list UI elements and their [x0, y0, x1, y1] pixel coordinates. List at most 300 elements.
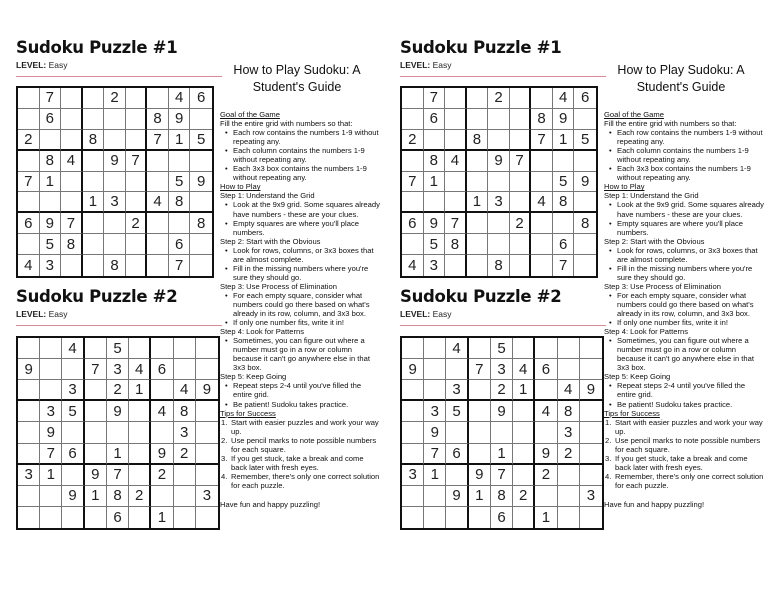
sudoku-cell — [402, 401, 424, 422]
sudoku-cell: 7 — [531, 130, 553, 151]
sudoku-cell — [445, 192, 467, 213]
sudoku-cell — [445, 88, 467, 109]
sudoku-cell: 8 — [169, 192, 191, 213]
sudoku-cell: 9 — [424, 213, 446, 234]
step-title: Step 1: Understand the Grid — [604, 191, 699, 201]
sudoku-cell: 4 — [61, 151, 83, 172]
goal-heading: Goal of the Game — [220, 110, 280, 119]
sudoku-cell: 5 — [169, 172, 191, 193]
sudoku-cell — [169, 213, 191, 234]
worksheet-page-right — [384, 0, 768, 594]
sudoku-cell: 9 — [40, 422, 62, 443]
sudoku-cell: 1 — [467, 192, 489, 213]
sudoku-cell: 8 — [83, 130, 105, 151]
sudoku-cell — [147, 255, 169, 276]
sudoku-cell — [196, 422, 218, 443]
sudoku-cell: 9 — [553, 109, 575, 130]
sudoku-cell — [531, 88, 553, 109]
sudoku-cell: 7 — [424, 444, 446, 465]
step-item: • Look at the 9x9 grid. Some squares already have numbers - these are your clues. — [617, 200, 764, 218]
sudoku-cell: 2 — [402, 130, 424, 151]
level-value: Easy — [48, 60, 68, 70]
step-list — [220, 200, 380, 236]
step-item: • If only one number fits, write it in! — [233, 318, 380, 327]
sudoku-cell — [510, 109, 532, 130]
step-title: Step 2: Start with the Obvious — [220, 236, 321, 246]
level-value: Easy — [432, 309, 452, 319]
sudoku-cell: 3 — [18, 465, 40, 486]
sudoku-cell — [558, 507, 580, 528]
sudoku-cell — [580, 359, 602, 380]
sudoku-cell — [510, 192, 532, 213]
sudoku-cell — [126, 234, 148, 255]
sudoku-cell — [62, 359, 84, 380]
goal-intro: Fill the entire grid with numbers so that: — [220, 119, 353, 129]
sudoku-cell — [535, 422, 557, 443]
step-item: • Repeat steps 2-4 until you've filled the entire grid. — [617, 381, 764, 399]
sudoku-cell — [424, 507, 446, 528]
sudoku-cell — [196, 465, 218, 486]
sudoku-cell: 3 — [40, 401, 62, 422]
sudoku-cell: 2 — [151, 465, 173, 486]
sudoku-cell — [62, 507, 84, 528]
sudoku-cell: 8 — [174, 401, 196, 422]
tip-item: 1. Start with easier puzzles and work your way up. — [231, 418, 380, 436]
sudoku-cell: 6 — [40, 109, 62, 130]
sudoku-cell — [83, 109, 105, 130]
sudoku-cell: 2 — [491, 380, 513, 401]
step-list — [604, 200, 764, 236]
sudoku-cell — [151, 422, 173, 443]
sudoku-cell: 2 — [129, 486, 151, 507]
step-item: • Fill in the missing numbers where you're sure they should go. — [233, 264, 380, 282]
sudoku-cell: 5 — [424, 234, 446, 255]
sudoku-cell — [196, 444, 218, 465]
tips-heading: Tips for Success — [604, 408, 660, 418]
sudoku-cell: 8 — [558, 401, 580, 422]
level-label: LEVEL: — [16, 60, 47, 70]
sudoku-cell: 8 — [488, 255, 510, 276]
step-list — [220, 381, 380, 408]
tip-item: 4. Remember, there's only one correct solution for each puzzle. — [231, 472, 380, 490]
sudoku-grid-2 — [400, 336, 604, 530]
goal-item: • Each column contains the numbers 1-9 without repeating any. — [617, 146, 764, 164]
closing-text: Have fun and happy puzzling! — [604, 499, 705, 509]
sudoku-cell: 7 — [491, 465, 513, 486]
sudoku-cell — [553, 151, 575, 172]
step-title: Step 3: Use Process of Elimination — [220, 281, 337, 291]
step-item: • Empty squares are where you'll place numbers. — [233, 219, 380, 237]
step-item: • Sometimes, you can figure out where a number must go in a row or column because it can't go anywhere else in that 3x3 box. — [617, 336, 764, 372]
step-title: Step 2: Start with the Obvious — [604, 236, 705, 246]
sudoku-cell: 4 — [445, 151, 467, 172]
sudoku-cell — [18, 192, 40, 213]
sudoku-cell — [535, 486, 557, 507]
sudoku-cell: 4 — [531, 192, 553, 213]
sudoku-cell — [104, 109, 126, 130]
sudoku-cell: 1 — [553, 130, 575, 151]
sudoku-grid-1 — [16, 86, 214, 278]
sudoku-cell: 3 — [104, 192, 126, 213]
sudoku-cell — [467, 213, 489, 234]
sudoku-cell: 7 — [169, 255, 191, 276]
puzzle-2-title: Sudoku Puzzle #2 — [16, 287, 178, 306]
sudoku-cell — [469, 422, 491, 443]
goal-list — [220, 128, 380, 182]
sudoku-cell — [151, 486, 173, 507]
sudoku-cell: 2 — [510, 213, 532, 234]
sudoku-cell: 8 — [104, 255, 126, 276]
sudoku-cell — [61, 88, 83, 109]
sudoku-cell: 1 — [424, 465, 446, 486]
sudoku-cell: 1 — [85, 486, 107, 507]
title-underline — [400, 325, 606, 326]
sudoku-cell — [126, 109, 148, 130]
step-list — [604, 336, 764, 372]
puzzle-1-level — [400, 60, 452, 70]
sudoku-cell: 3 — [558, 422, 580, 443]
sudoku-cell — [18, 401, 40, 422]
sudoku-cell — [467, 255, 489, 276]
sudoku-cell: 9 — [151, 444, 173, 465]
sudoku-cell: 3 — [174, 422, 196, 443]
sudoku-cell: 1 — [469, 486, 491, 507]
closing-text: Have fun and happy puzzling! — [220, 499, 321, 509]
sudoku-cell — [61, 130, 83, 151]
sudoku-cell: 9 — [18, 359, 40, 380]
sudoku-cell: 6 — [190, 88, 212, 109]
sudoku-cell — [147, 172, 169, 193]
sudoku-cell: 5 — [107, 338, 129, 359]
sudoku-cell: 6 — [553, 234, 575, 255]
sudoku-cell — [580, 465, 602, 486]
sudoku-cell: 9 — [104, 151, 126, 172]
sudoku-cell — [531, 172, 553, 193]
sudoku-cell — [104, 130, 126, 151]
puzzle-2-level — [400, 309, 452, 319]
goal-item: • Each 3x3 box contains the numbers 1-9 without repeating any. — [617, 164, 764, 182]
step-list — [604, 246, 764, 282]
sudoku-cell — [18, 151, 40, 172]
sudoku-cell — [151, 338, 173, 359]
sudoku-cell — [18, 109, 40, 130]
step-item: • Fill in the missing numbers where you're sure they should go. — [617, 264, 764, 282]
sudoku-cell: 6 — [574, 88, 596, 109]
sudoku-cell — [513, 507, 535, 528]
tip-item: 3. If you get stuck, take a break and come back later with fresh eyes. — [615, 454, 764, 472]
sudoku-cell: 9 — [62, 486, 84, 507]
step-list — [604, 381, 764, 408]
sudoku-cell — [85, 380, 107, 401]
sudoku-cell — [488, 213, 510, 234]
sudoku-cell — [85, 338, 107, 359]
sudoku-cell — [147, 213, 169, 234]
sudoku-cell — [574, 255, 596, 276]
sudoku-cell — [174, 507, 196, 528]
sudoku-cell — [446, 507, 468, 528]
sudoku-cell — [18, 422, 40, 443]
sudoku-cell — [190, 151, 212, 172]
sudoku-cell: 9 — [488, 151, 510, 172]
sudoku-cell: 1 — [513, 380, 535, 401]
sudoku-cell — [129, 338, 151, 359]
how-to-play-heading: How to Play — [604, 182, 645, 192]
sudoku-cell: 2 — [558, 444, 580, 465]
sudoku-cell — [580, 507, 602, 528]
sudoku-cell — [196, 359, 218, 380]
sudoku-cell — [126, 88, 148, 109]
sudoku-cell — [190, 109, 212, 130]
sudoku-cell: 1 — [107, 444, 129, 465]
sudoku-cell — [402, 88, 424, 109]
sudoku-cell — [424, 486, 446, 507]
sudoku-cell — [85, 422, 107, 443]
sudoku-cell: 7 — [469, 359, 491, 380]
step-item: • Empty squares are where you'll place numbers. — [617, 219, 764, 237]
sudoku-cell — [488, 109, 510, 130]
sudoku-cell: 7 — [126, 151, 148, 172]
sudoku-cell — [196, 338, 218, 359]
sudoku-cell — [40, 130, 62, 151]
sudoku-cell: 2 — [104, 88, 126, 109]
sudoku-cell: 4 — [147, 192, 169, 213]
step-item: • Be patient! Sudoku takes practice. — [233, 400, 380, 409]
level-value: Easy — [48, 309, 68, 319]
sudoku-cell — [190, 192, 212, 213]
sudoku-cell: 4 — [129, 359, 151, 380]
sudoku-cell: 1 — [169, 130, 191, 151]
sudoku-cell — [190, 255, 212, 276]
sudoku-cell — [61, 192, 83, 213]
sudoku-cell: 8 — [491, 486, 513, 507]
sudoku-cell — [174, 465, 196, 486]
sudoku-cell: 5 — [491, 338, 513, 359]
sudoku-cell — [402, 234, 424, 255]
sudoku-cell — [147, 88, 169, 109]
sudoku-cell: 2 — [18, 130, 40, 151]
sudoku-cell: 1 — [424, 172, 446, 193]
sudoku-cell: 6 — [402, 213, 424, 234]
sudoku-cell — [129, 422, 151, 443]
sudoku-cell — [83, 213, 105, 234]
step-title: Step 4: Look for Patterns — [604, 327, 689, 337]
level-value: Easy — [432, 60, 452, 70]
sudoku-cell: 8 — [467, 130, 489, 151]
sudoku-cell: 6 — [151, 359, 173, 380]
sudoku-cell: 4 — [446, 338, 468, 359]
sudoku-cell — [104, 213, 126, 234]
sudoku-cell — [83, 255, 105, 276]
sudoku-cell: 1 — [491, 444, 513, 465]
goal-heading: Goal of the Game — [604, 110, 664, 119]
sudoku-cell: 5 — [553, 172, 575, 193]
sudoku-cell — [402, 422, 424, 443]
sudoku-cell: 3 — [107, 359, 129, 380]
sudoku-cell — [469, 338, 491, 359]
tip-item: 4. Remember, there's only one correct solution for each puzzle. — [615, 472, 764, 490]
sudoku-cell: 2 — [535, 465, 557, 486]
sudoku-cell — [402, 507, 424, 528]
sudoku-cell: 4 — [62, 338, 84, 359]
sudoku-cell: 4 — [151, 401, 173, 422]
sudoku-cell — [402, 192, 424, 213]
sudoku-cell: 6 — [535, 359, 557, 380]
sudoku-cell — [174, 486, 196, 507]
sudoku-cell — [147, 234, 169, 255]
sudoku-cell — [445, 255, 467, 276]
guide-title: How to Play Sudoku: A Student's Guide — [233, 63, 361, 94]
sudoku-cell: 9 — [424, 422, 446, 443]
sudoku-cell — [83, 88, 105, 109]
sudoku-cell: 3 — [40, 255, 62, 276]
sudoku-cell — [469, 444, 491, 465]
sudoku-cell: 7 — [445, 213, 467, 234]
sudoku-cell — [61, 172, 83, 193]
sudoku-cell: 5 — [446, 401, 468, 422]
sudoku-cell — [151, 380, 173, 401]
sudoku-cell — [18, 338, 40, 359]
sudoku-cell: 1 — [129, 380, 151, 401]
puzzle-1-title: Sudoku Puzzle #1 — [16, 38, 178, 57]
sudoku-cell — [40, 380, 62, 401]
sudoku-cell: 7 — [107, 465, 129, 486]
sudoku-cell — [446, 422, 468, 443]
sudoku-cell: 4 — [513, 359, 535, 380]
sudoku-cell — [513, 465, 535, 486]
sudoku-cell — [85, 444, 107, 465]
sudoku-cell: 4 — [558, 380, 580, 401]
sudoku-cell — [129, 465, 151, 486]
sudoku-cell — [531, 255, 553, 276]
sudoku-cell: 2 — [126, 213, 148, 234]
step-list — [220, 291, 380, 327]
sudoku-cell: 6 — [62, 444, 84, 465]
sudoku-grid-2 — [16, 336, 220, 530]
sudoku-cell: 8 — [61, 234, 83, 255]
sudoku-cell: 6 — [446, 444, 468, 465]
tips-list — [220, 418, 380, 490]
title-underline — [16, 325, 222, 326]
sudoku-cell — [40, 192, 62, 213]
sudoku-cell — [574, 151, 596, 172]
sudoku-cell — [424, 130, 446, 151]
sudoku-cell — [510, 255, 532, 276]
sudoku-cell: 7 — [40, 444, 62, 465]
sudoku-cell: 4 — [18, 255, 40, 276]
tips-list — [604, 418, 764, 490]
sudoku-cell: 2 — [513, 486, 535, 507]
sudoku-cell: 7 — [61, 213, 83, 234]
sudoku-cell: 7 — [147, 130, 169, 151]
sudoku-cell — [402, 444, 424, 465]
sudoku-cell: 3 — [446, 380, 468, 401]
sudoku-cell: 2 — [174, 444, 196, 465]
puzzle-2-level — [16, 309, 68, 319]
sudoku-cell — [510, 172, 532, 193]
sudoku-cell — [531, 151, 553, 172]
goal-item: • Each row contains the numbers 1-9 without repeating any. — [233, 128, 380, 146]
sudoku-cell — [40, 338, 62, 359]
sudoku-cell — [83, 151, 105, 172]
sudoku-cell — [558, 486, 580, 507]
sudoku-cell — [510, 234, 532, 255]
step-item: • For each empty square, consider what numbers could go there based on what's already in its row, column, and 3x3 box. — [617, 291, 764, 318]
sudoku-cell — [445, 130, 467, 151]
sudoku-cell: 1 — [40, 465, 62, 486]
step-title: Step 5: Keep Going — [604, 372, 671, 382]
sudoku-cell — [18, 486, 40, 507]
sudoku-cell — [196, 401, 218, 422]
sudoku-cell: 5 — [40, 234, 62, 255]
sudoku-cell — [580, 338, 602, 359]
sudoku-cell — [174, 359, 196, 380]
sudoku-cell — [445, 172, 467, 193]
sudoku-cell: 8 — [147, 109, 169, 130]
sudoku-cell — [402, 486, 424, 507]
sudoku-cell: 7 — [553, 255, 575, 276]
sudoku-cell: 9 — [469, 465, 491, 486]
step-title: Step 5: Keep Going — [220, 372, 287, 382]
how-to-play-heading: How to Play — [220, 182, 261, 192]
step-item: • Look at the 9x9 grid. Some squares already have numbers - these are your clues. — [233, 200, 380, 218]
sudoku-cell — [85, 507, 107, 528]
step-item: • For each empty square, consider what numbers could go there based on what's already in its row, column, and 3x3 box. — [233, 291, 380, 318]
sudoku-cell: 9 — [40, 213, 62, 234]
sudoku-cell — [574, 192, 596, 213]
sudoku-cell — [40, 359, 62, 380]
sudoku-cell — [62, 422, 84, 443]
sudoku-cell — [467, 88, 489, 109]
sudoku-cell — [580, 401, 602, 422]
sudoku-cell: 2 — [107, 380, 129, 401]
sudoku-cell — [61, 109, 83, 130]
sudoku-cell: 1 — [151, 507, 173, 528]
sudoku-cell — [553, 213, 575, 234]
sudoku-cell — [104, 172, 126, 193]
sudoku-cell — [62, 465, 84, 486]
sudoku-cell — [467, 172, 489, 193]
sudoku-cell: 7 — [18, 172, 40, 193]
sudoku-cell: 4 — [174, 380, 196, 401]
title-underline — [400, 76, 606, 77]
sudoku-cell: 9 — [190, 172, 212, 193]
sudoku-cell: 5 — [62, 401, 84, 422]
sudoku-cell: 6 — [491, 507, 513, 528]
title-underline — [16, 76, 222, 77]
sudoku-cell: 3 — [424, 255, 446, 276]
sudoku-cell: 7 — [510, 151, 532, 172]
goal-item: • Each row contains the numbers 1-9 without repeating any. — [617, 128, 764, 146]
sudoku-cell: 9 — [580, 380, 602, 401]
sudoku-cell: 4 — [169, 88, 191, 109]
sudoku-cell — [424, 338, 446, 359]
sudoku-cell — [40, 486, 62, 507]
sudoku-cell — [18, 88, 40, 109]
tip-item: 2. Use pencil marks to note possible numbers for each square. — [615, 436, 764, 454]
sudoku-cell: 4 — [553, 88, 575, 109]
sudoku-cell: 1 — [40, 172, 62, 193]
sudoku-cell — [104, 234, 126, 255]
sudoku-cell — [147, 151, 169, 172]
goal-list — [604, 128, 764, 182]
sudoku-cell: 5 — [574, 130, 596, 151]
level-label: LEVEL: — [400, 60, 431, 70]
sudoku-cell: 4 — [402, 255, 424, 276]
sudoku-grid-1 — [400, 86, 598, 278]
sudoku-cell — [467, 234, 489, 255]
sudoku-cell — [558, 359, 580, 380]
sudoku-cell: 7 — [402, 172, 424, 193]
